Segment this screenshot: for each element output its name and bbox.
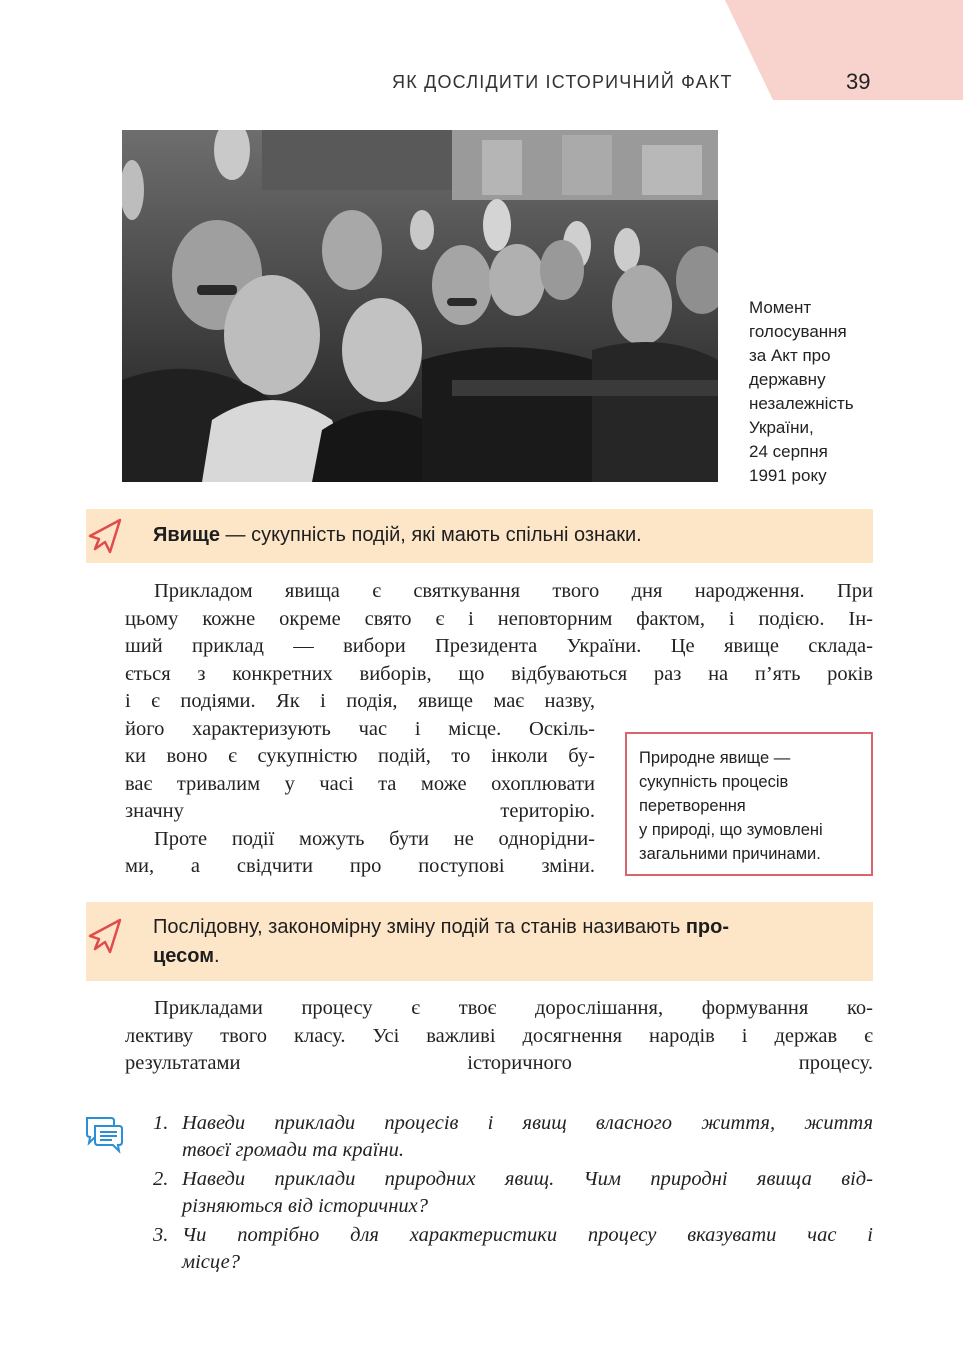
definition-line: цесом.: [153, 945, 220, 967]
sidebox-line: Природне явище —: [639, 749, 791, 767]
text-line: Проте події можуть бути не однорідни-: [154, 827, 595, 850]
text-line: ється з конкретних виборів, що відбуваються раз на п’ять років: [125, 662, 873, 685]
text-line: значну територію.: [125, 800, 595, 822]
question-list: [153, 1110, 873, 1278]
question-item: [153, 1110, 873, 1164]
text-line: його характеризують час і місце. Оскіль-: [125, 717, 595, 740]
sidebox-line: сукупність процесів: [639, 773, 789, 791]
arrow-cursor-icon: [86, 916, 126, 956]
text-line: Прикладами процесу є твоє дорослішання, формування ко-: [154, 997, 873, 1019]
text-line: лективу твого класу. Усі важливі досягнення народів і держав є: [125, 1024, 873, 1047]
caption-line: України,: [749, 418, 814, 437]
photo-illustration: [122, 130, 718, 482]
caption-line: Момент: [749, 298, 812, 317]
text-line: Прикладом явища є святкування твого дня народження. При: [154, 580, 873, 602]
question-number: 3.: [153, 1224, 169, 1246]
caption-line: незалежність: [749, 394, 854, 413]
caption-line: державну: [749, 370, 826, 389]
caption-line: голосування: [749, 322, 847, 341]
text-line: ки воно є сукупністю подій, то інколи бу-: [125, 745, 595, 767]
definition-term: Явище: [153, 524, 220, 546]
question-line: Наведи приклади процесів і явищ власного життя, життя: [182, 1112, 873, 1134]
question-number: 1.: [153, 1112, 169, 1134]
sidebox-natural-phenomenon: [625, 732, 873, 876]
paragraph-phenomenon-examples: [125, 578, 873, 688]
text-line: цьому кожне окреме свято є і неповторним фактом, і подією. Ін-: [125, 607, 873, 630]
paragraph-process-examples: [125, 995, 873, 1078]
corner-accent: [725, 0, 963, 100]
chat-bubble-icon: [85, 1114, 125, 1154]
definition-text: — сукупність подій, які мають спільні ознаки.: [219, 524, 642, 546]
question-line: Чи потрібно для характеристики процесу вказувати час і: [182, 1224, 873, 1246]
definition-box-process: [86, 902, 873, 981]
definition-term: про-: [685, 916, 730, 938]
question-item: [153, 1222, 873, 1276]
caption-line: 24 серпня: [749, 442, 828, 461]
definition-box-phenomenon: [86, 509, 873, 563]
text-line: ший приклад — вибори Президента України. Це явище склада-: [125, 635, 873, 657]
paragraph-phenomenon-traits: [125, 688, 595, 881]
running-title: ЯК ДОСЛІДИТИ ІСТОРИЧНИЙ ФАКТ: [392, 72, 733, 92]
question-line: Наведи приклади природних явищ. Чим природні явища від-: [182, 1168, 873, 1190]
text-line: результатами історичного процесу.: [125, 1052, 873, 1074]
sidebox-line: перетворення: [639, 797, 746, 815]
sidebox-line: у природі, що зумовлені: [639, 821, 823, 839]
caption-line: за Акт про: [749, 346, 831, 365]
sidebox-line: загальними причинами.: [639, 845, 821, 863]
archival-photo: [122, 130, 718, 482]
text-line: і є подіями. Як і подія, явище має назву,: [125, 690, 595, 712]
question-item: [153, 1166, 873, 1220]
question-number: 2.: [153, 1168, 169, 1190]
caption-line: 1991 року: [749, 466, 827, 485]
arrow-cursor-icon: [86, 516, 126, 556]
text-line: ває тривалим у часі та може охоплювати: [125, 772, 595, 795]
definition-term: цесом: [153, 945, 215, 967]
page-number: 39: [846, 69, 871, 94]
photo-caption: [749, 296, 879, 488]
text-line: ми, а свідчити про поступові зміни.: [125, 855, 595, 877]
question-line: різняються від історичних?: [182, 1195, 428, 1217]
question-line: твоєї громади та країни.: [182, 1139, 404, 1161]
question-line: місце?: [182, 1251, 240, 1273]
definition-line: Послідовну, закономірну зміну подій та станів називають про-: [153, 916, 730, 938]
